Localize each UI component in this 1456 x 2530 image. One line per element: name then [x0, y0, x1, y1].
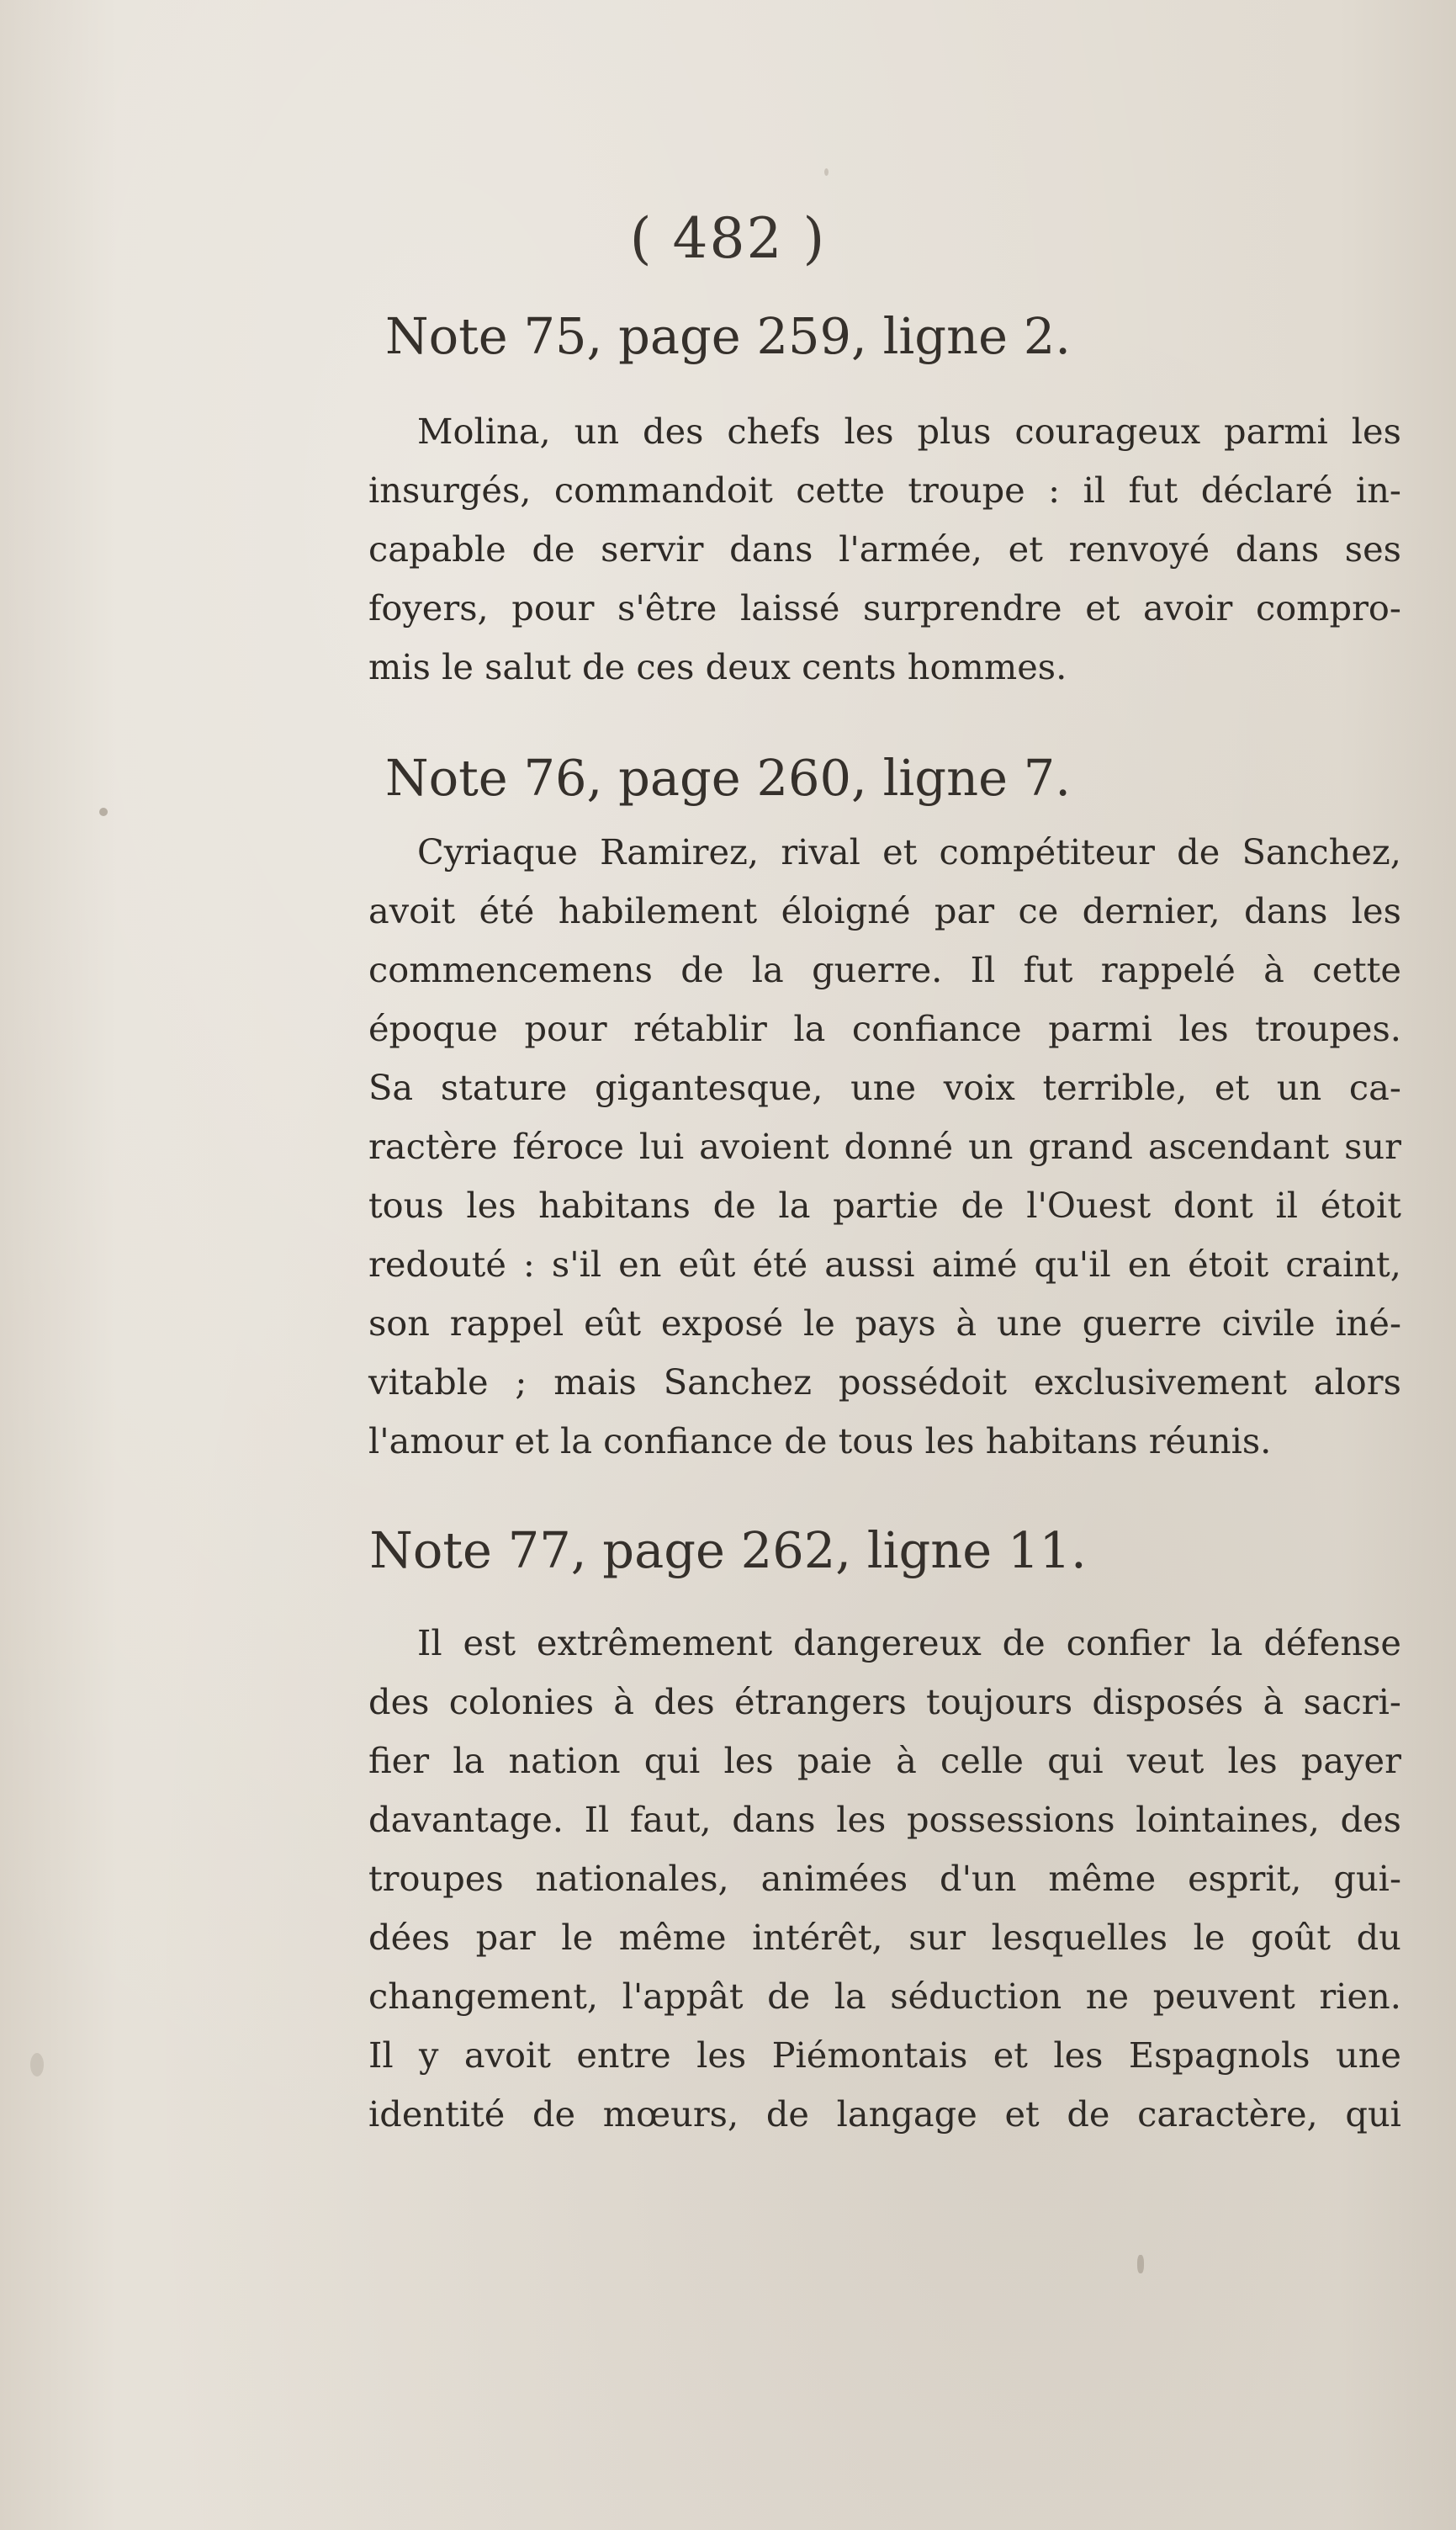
text-line: davantage. Il faut, dans les possessions lointaines, des	[368, 1799, 1401, 1840]
text-line: Molina, un des chefs les plus courageux parmi les	[417, 411, 1401, 452]
page-number: ( 482 )	[629, 206, 827, 271]
text-line: foyers, pour s'être laissé surprendre et avoir compro-	[368, 587, 1401, 629]
text-line: son rappel eût exposé le pays à une guerre civile iné-	[368, 1302, 1401, 1344]
paper-speck	[1137, 2255, 1144, 2273]
text-line: avoit été habilement éloigné par ce dernier, dans les	[368, 890, 1401, 931]
text-line: mis le salut de ces deux cents hommes.	[368, 646, 1067, 687]
note-77-heading: Note 77, page 262, ligne 11.	[369, 1521, 1087, 1579]
note-75-heading: Note 75, page 259, ligne 2.	[384, 307, 1072, 365]
text-line: changement, l'appât de la séduction ne peuvent rien.	[368, 1976, 1401, 2017]
text-line: ractère féroce lui avoient donné un grand ascendant sur	[368, 1126, 1401, 1167]
text-line: capable de servir dans l'armée, et renvoyé dans ses	[368, 528, 1401, 570]
text-line: troupes nationales, animées d'un même esprit, gui-	[368, 1858, 1401, 1899]
text-line: identité de mœurs, de langage et de caractère, qui	[368, 2093, 1401, 2135]
note-77-text	[368, 1614, 1401, 2144]
text-line: insurgés, commandoit cette troupe : il fut déclaré in-	[368, 469, 1401, 511]
paper-speck	[99, 808, 108, 816]
text-line: Sa stature gigantesque, une voix terrible, et un ca-	[368, 1067, 1401, 1108]
paper-speck	[30, 2053, 44, 2077]
text-line: fier la nation qui les paie à celle qui veut les payer	[368, 1740, 1401, 1781]
text-line: tous les habitans de la partie de l'Ouest dont il étoit	[368, 1185, 1401, 1226]
text-line: dées par le même intérêt, sur lesquelles le goût du	[368, 1917, 1401, 1958]
text-line: des colonies à des étrangers toujours disposés à sacri-	[368, 1681, 1401, 1722]
text-line: l'amour et la confiance de tous les habitans réunis.	[368, 1420, 1272, 1461]
text-line: Il est extrêmement dangereux de confier la défense	[417, 1622, 1401, 1663]
text-line: vitable ; mais Sanchez possédoit exclusivement alors	[368, 1361, 1401, 1403]
text-line: commencemens de la guerre. Il fut rappelé à cette	[368, 949, 1401, 990]
text-line: Il y avoit entre les Piémontais et les Espagnols une	[368, 2034, 1401, 2076]
note-76-text	[368, 823, 1401, 1471]
text-line: époque pour rétablir la confiance parmi les troupes.	[368, 1008, 1401, 1049]
note-76-heading: Note 76, page 260, ligne 7.	[384, 749, 1072, 807]
text-line: Cyriaque Ramirez, rival et compétiteur de Sanchez,	[417, 831, 1401, 873]
note-75-text	[368, 402, 1401, 697]
text-line: redouté : s'il en eût été aussi aimé qu'il en étoit craint,	[368, 1244, 1401, 1285]
paper-speck	[824, 168, 829, 176]
